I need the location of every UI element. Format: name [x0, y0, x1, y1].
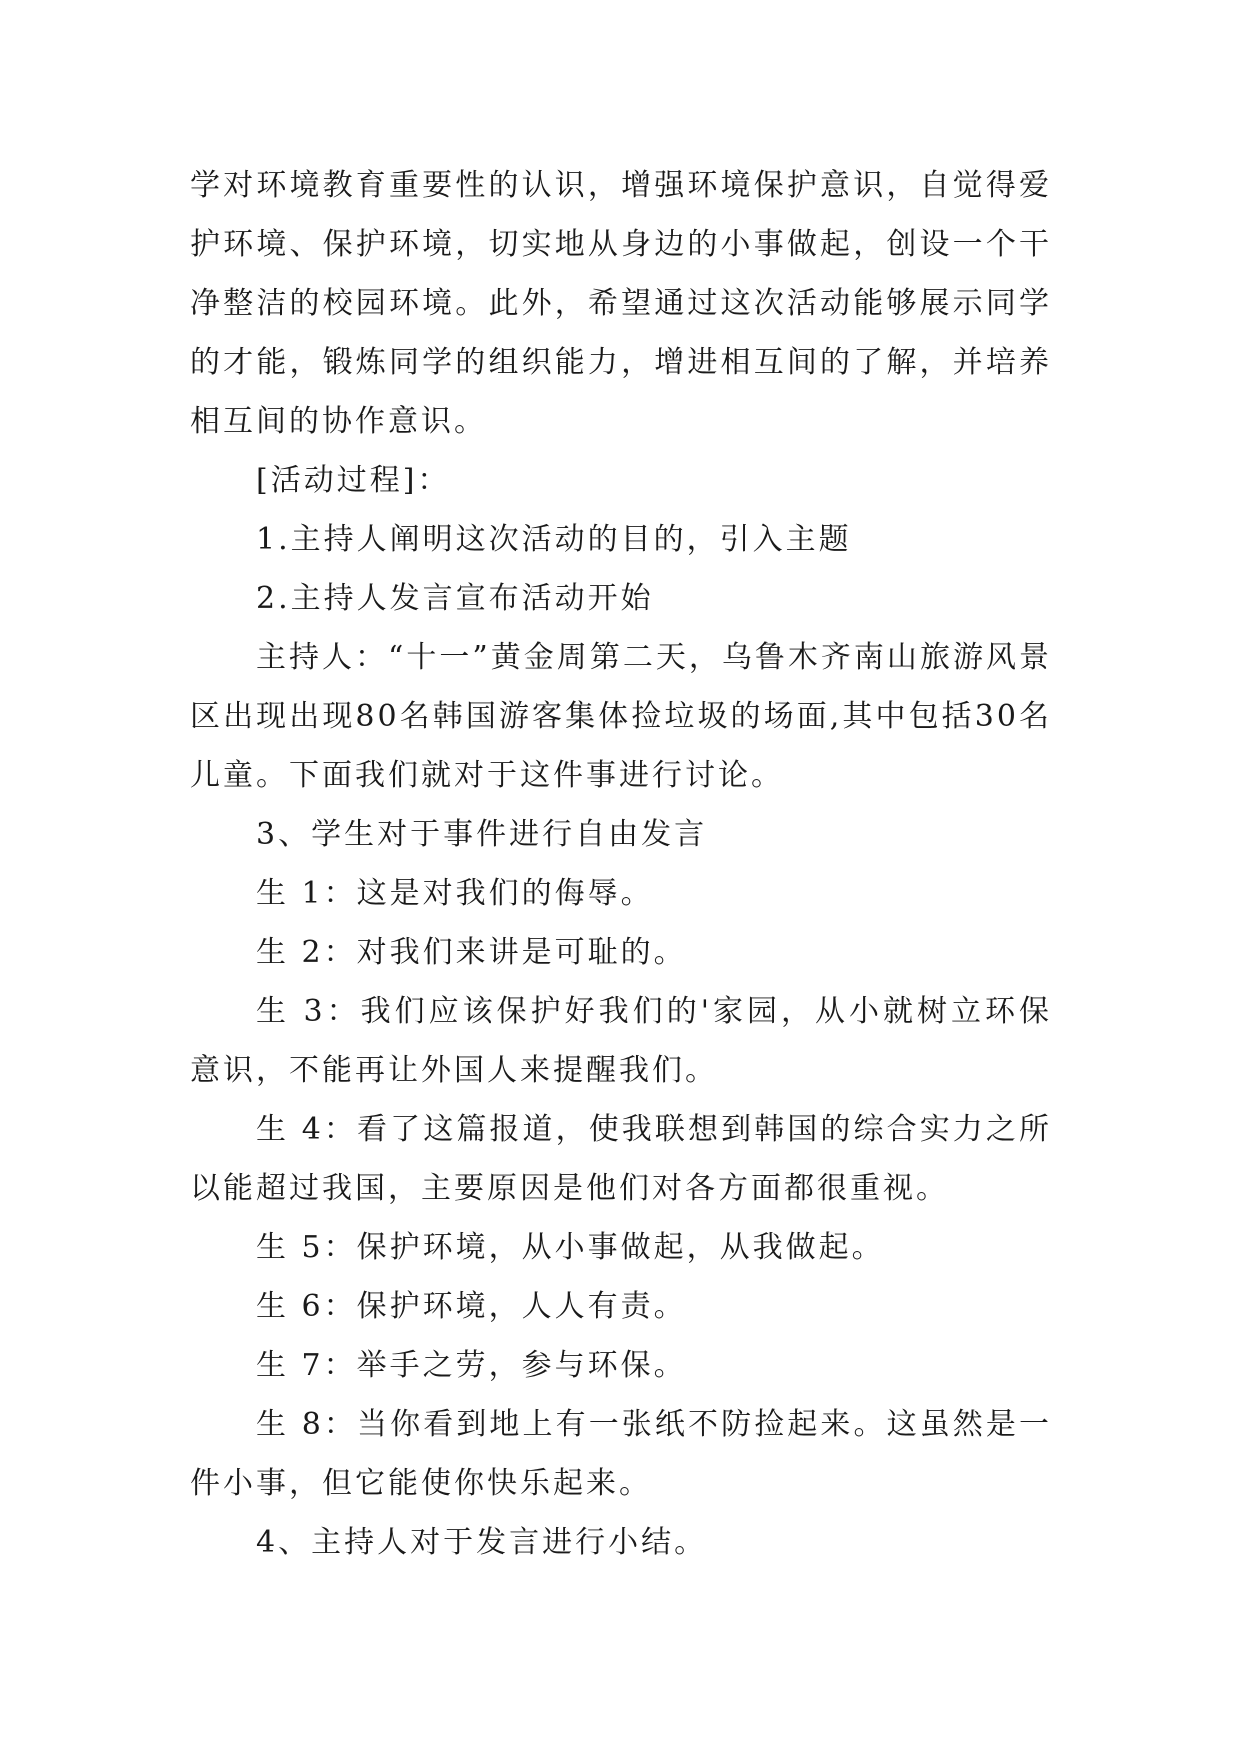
- paragraph-objective-continuation: 学对环境教育重要性的认识，增强环境保护意识，自觉得爱护环境、保护环境，切实地从身边的小事做起，创设一个干净整洁的校园环境。此外，希望通过这次活动能够展示同学的才能，锻炼同学的组织能力，增进相互间的了解，并培养相互间的协作意识。: [190, 168, 1052, 439]
- paragraph-step-3: 3、学生对于事件进行自由发言: [256, 817, 708, 852]
- paragraph-student-3: 生 3：我们应该保护好我们的'家园，从小就树立环保意识，不能再让外国人来提醒我们。: [190, 994, 1052, 1088]
- paragraph-student-6: 生 6：保护环境，人人有责。: [256, 1289, 687, 1324]
- paragraph-student-4: 生 4：看了这篇报道，使我联想到韩国的综合实力之所以能超过我国，主要原因是他们对各方面都很重视。: [190, 1112, 1052, 1206]
- paragraph-step-4: 4、主持人对于发言进行小结。: [256, 1525, 708, 1560]
- paragraph-step-2: 2.主持人发言宣布活动开始: [256, 581, 654, 616]
- paragraph-step-1: 1.主持人阐明这次活动的目的，引入主题: [256, 522, 852, 557]
- document-body: [190, 156, 1052, 1572]
- paragraph-student-7: 生 7：举手之劳，参与环保。: [256, 1348, 687, 1383]
- paragraph-student-1: 生 1：这是对我们的侮辱。: [256, 876, 654, 911]
- paragraph-student-5: 生 5：保护环境，从小事做起，从我做起。: [256, 1230, 885, 1265]
- paragraph-student-2: 生 2：对我们来讲是可耻的。: [256, 935, 687, 970]
- paragraph-activity-process-heading: [活动过程]：: [256, 463, 451, 498]
- paragraph-student-8: 生 8：当你看到地上有一张纸不防捡起来。这虽然是一件小事，但它能使你快乐起来。: [190, 1407, 1052, 1501]
- paragraph-host-speech: 主持人：“十一”黄金周第二天，乌鲁木齐南山旅游风景区出现出现80名韩国游客集体捡垃圾的场面,其中包括30名儿童。下面我们就对于这件事进行讨论。: [190, 640, 1052, 793]
